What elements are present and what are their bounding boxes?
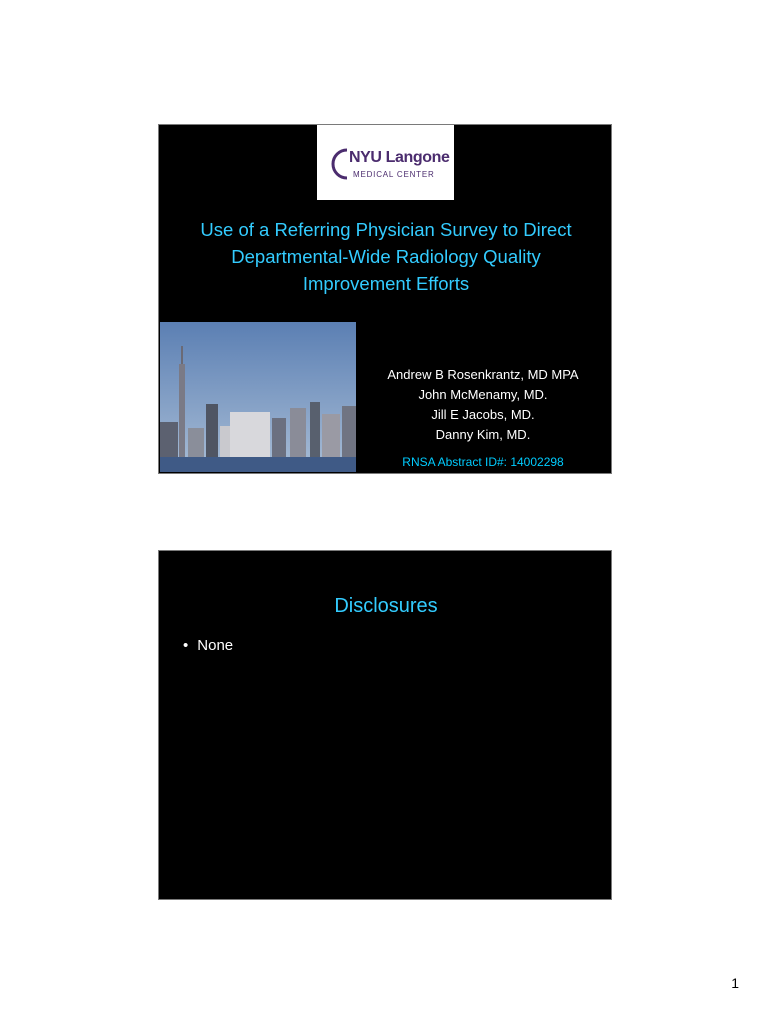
logo-arc-icon <box>327 147 351 181</box>
slide-title: Disclosures <box>334 595 438 617</box>
title-line: Improvement Efforts <box>302 273 470 294</box>
title-line: Use of a Referring Physician Survey to Direct <box>200 219 572 240</box>
bullet-text: None <box>197 637 234 654</box>
author-name: Danny Kim, MD. <box>435 427 531 442</box>
author-name: Andrew B Rosenkrantz, MD MPA <box>387 367 579 382</box>
author-list <box>359 365 607 445</box>
author-name: Jill E Jacobs, MD. <box>431 407 535 422</box>
page-number: 1 <box>731 975 739 991</box>
abstract-id: RNSA Abstract ID#: 14002298 <box>402 455 564 469</box>
title-slide <box>158 124 612 474</box>
logo-main-text: NYU Langone <box>349 149 450 166</box>
logo-sub-text: MEDICAL CENTER <box>353 170 435 179</box>
city-skyline-photo <box>160 322 356 472</box>
disclosures-slide <box>158 550 612 900</box>
bullet-icon: • <box>183 637 189 654</box>
bullet-item <box>183 637 233 654</box>
nyu-langone-logo <box>317 125 454 200</box>
slide-title <box>167 216 605 297</box>
title-line: Departmental-Wide Radiology Quality <box>231 246 541 267</box>
author-name: John McMenamy, MD. <box>418 387 548 402</box>
